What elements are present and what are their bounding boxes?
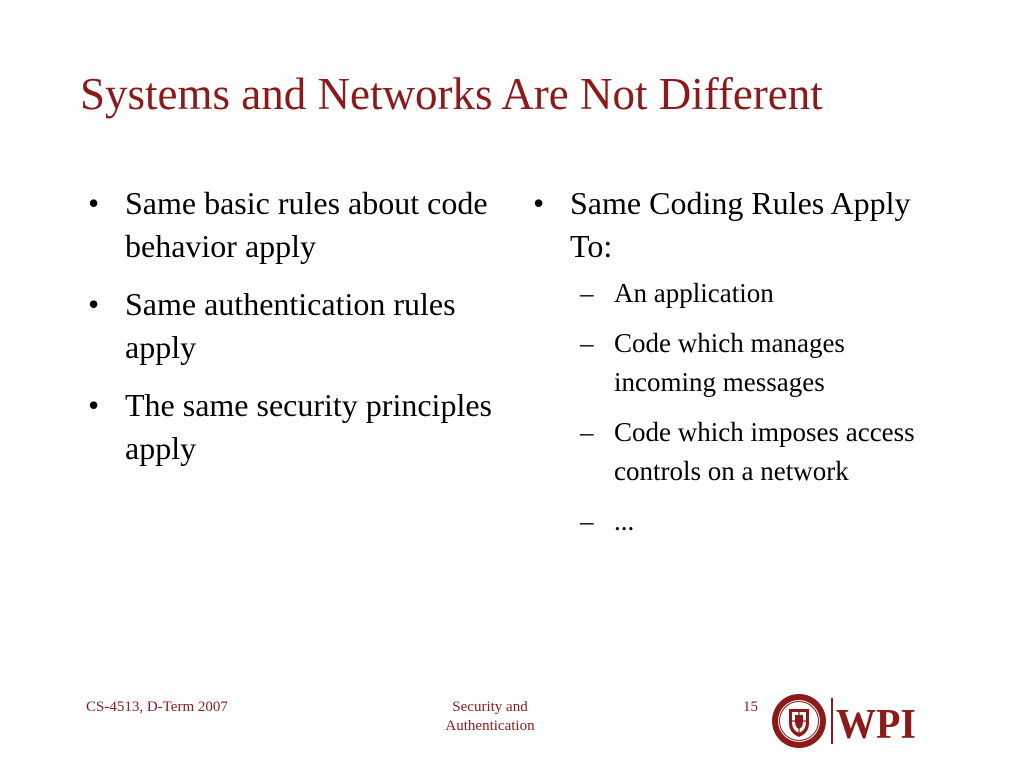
wpi-logo-text: WPI (836, 702, 916, 748)
dash-marker: – (580, 328, 594, 358)
bullet-marker: • (88, 286, 100, 322)
footer-topic: Security and Authentication (445, 699, 535, 734)
right-bullet-item (533, 182, 933, 541)
bullet-marker: • (533, 185, 545, 221)
dash-marker: – (580, 417, 594, 447)
dash-marker: – (580, 278, 594, 308)
sub-bullet-text: ... (614, 506, 635, 536)
wpi-logo (770, 692, 920, 750)
seal-icon (772, 694, 826, 748)
sub-bullet-text: Code which manages incoming messages (614, 328, 845, 397)
slide-title: Systems and Networks Are Not Different (80, 69, 823, 119)
left-bullet-item (88, 384, 508, 470)
bullet-text: Same basic rules about code behavior apply (125, 185, 488, 264)
left-bullet-list (88, 182, 508, 485)
sub-bullet-text: An application (614, 278, 774, 308)
dash-marker: – (580, 506, 594, 536)
sub-bullet-item (570, 274, 933, 313)
sub-bullet-item (570, 413, 933, 491)
bullet-text: The same security principles apply (125, 387, 492, 466)
bullet-text: Same Coding Rules Apply To: (570, 185, 911, 264)
sub-bullet-item (570, 502, 933, 541)
sub-bullet-text: Code which imposes access controls on a network (614, 417, 915, 486)
bullet-marker: • (88, 387, 100, 423)
sub-bullet-item (570, 324, 933, 402)
footer-page-number: 15 (743, 699, 758, 715)
left-bullet-item (88, 182, 508, 268)
bullet-marker: • (88, 185, 100, 221)
left-bullet-item (88, 283, 508, 369)
right-bullet-list (533, 182, 933, 556)
sub-bullet-list (570, 274, 933, 541)
bullet-text: Same authentication rules apply (125, 286, 456, 365)
footer-course: CS-4513, D-Term 2007 (86, 699, 228, 715)
